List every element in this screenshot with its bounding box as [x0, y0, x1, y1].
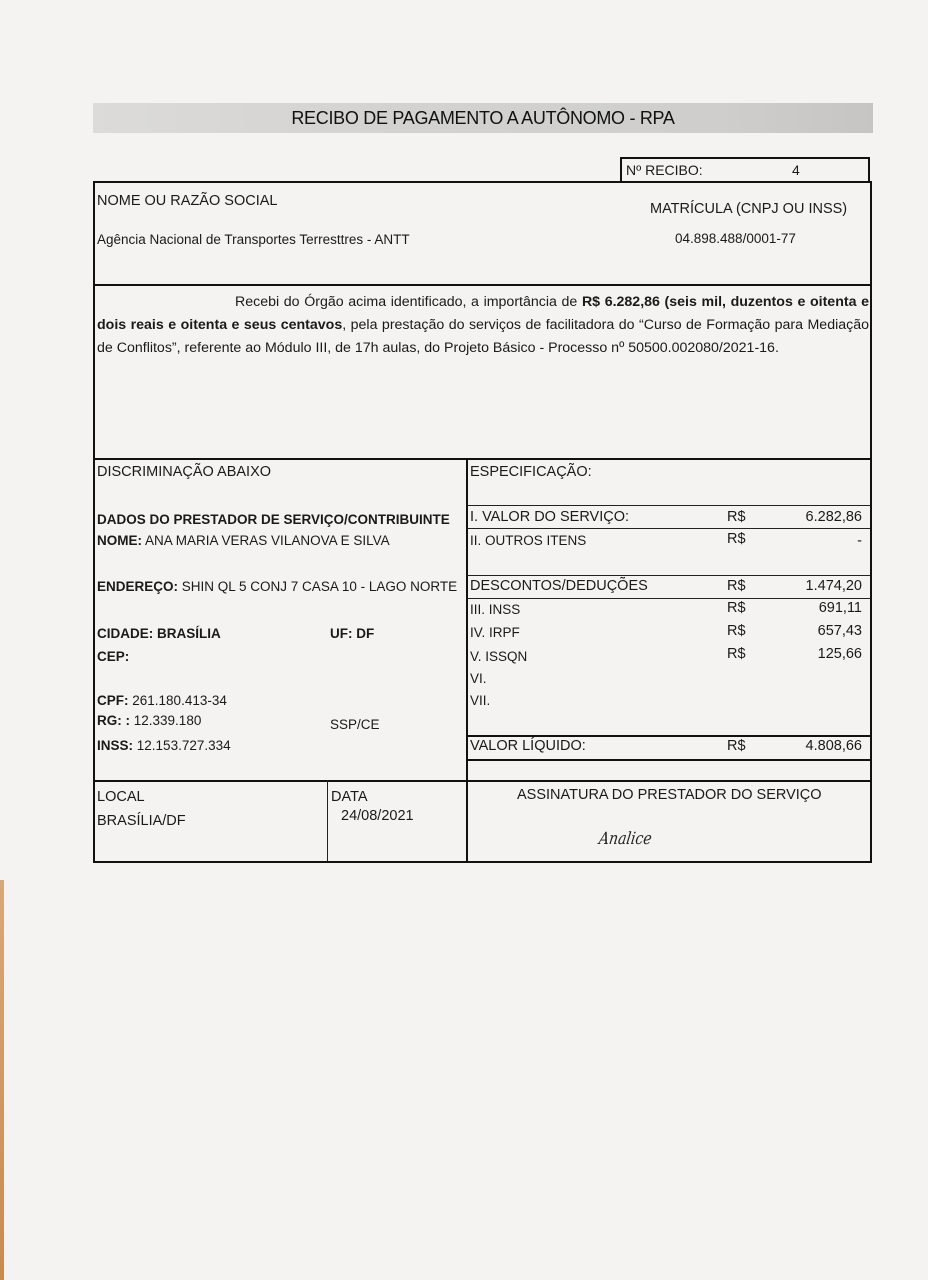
item-label-issqn: V. ISSQN — [470, 649, 528, 664]
divider-columns — [466, 458, 468, 861]
local-value: BRASÍLIA/DF — [97, 813, 186, 829]
divider-spec-4 — [467, 598, 870, 599]
provider-rg-issuer: SSP/CE — [330, 717, 380, 732]
net-value-label: VALOR LÍQUIDO: — [470, 738, 586, 754]
provider-inss: 12.153.727.334 — [136, 738, 231, 753]
discrimination-label: DISCRIMINAÇÃO ABAIXO — [97, 464, 272, 480]
deductions-currency: R$ — [727, 578, 746, 594]
provider-address-label: ENDEREÇO: — [97, 579, 179, 594]
item-label-inss: III. INSS — [470, 602, 521, 617]
payer-name: Agência Nacional de Transportes Terresttres - ANTT — [97, 232, 410, 247]
divider-footer-local — [327, 780, 328, 861]
statement-amount: R$ 6.282,86 (seis mil, duzentos e oitenta e dois reais e oitenta e seus centavos — [97, 294, 869, 333]
item-currency-issqn: R$ — [727, 646, 746, 662]
provider-name: ANA MARIA VERAS VILANOVA E SILVA — [145, 533, 390, 548]
other-items-currency: R$ — [727, 531, 746, 547]
divider-spec-5 — [467, 735, 870, 737]
item-currency-irpf: R$ — [727, 623, 746, 639]
date-value: 24/08/2021 — [341, 808, 414, 824]
deductions-value: 1.474,20 — [805, 578, 862, 594]
payer-registration-label: MATRÍCULA (CNPJ OU INSS) — [650, 201, 848, 217]
provider-rg-row — [97, 713, 201, 728]
provider-address: SHIN QL 5 CONJ 7 CASA 10 - LAGO NORTE — [181, 579, 458, 594]
net-value-currency: R$ — [727, 738, 746, 754]
divider-spec-3 — [467, 575, 870, 576]
divider-footer — [95, 780, 870, 782]
other-items-value: - — [857, 533, 862, 549]
receipt-number-value: 4 — [792, 162, 800, 178]
service-value-label: I. VALOR DO SERVIÇO: — [470, 509, 630, 525]
item-label-vii: VII. — [470, 693, 491, 708]
rpa-form — [93, 181, 872, 863]
item-currency-inss: R$ — [727, 600, 746, 616]
payer-registration: 04.898.488/0001-77 — [675, 231, 796, 246]
divider-spec-2 — [467, 528, 870, 529]
deductions-label: DESCONTOS/DEDUÇÕES — [470, 578, 648, 594]
service-value: 6.282,86 — [805, 509, 862, 525]
provider-cep-row — [97, 649, 129, 664]
item-value-inss: 691,11 — [818, 600, 862, 616]
provider-address-row — [97, 579, 457, 594]
provider-uf-label: UF: — [330, 626, 353, 641]
provider-city-label: CIDADE: — [97, 626, 154, 641]
date-label: DATA — [331, 789, 368, 805]
provider-cpf-row — [97, 693, 227, 708]
provider-uf-row — [330, 626, 374, 641]
provider-uf: DF — [356, 626, 375, 641]
provider-city-row — [97, 626, 221, 641]
signature: Analice — [597, 829, 653, 849]
statement-part2: , pela prestação do serviços de facilitadora do “Curso de Formação para Mediação de Conflitos”, referente ao Módulo III, de 17h aulas, do Projeto Básico - Processo nº 50500.002080/2021-16. — [97, 317, 869, 356]
provider-inss-label: INSS: — [97, 738, 134, 753]
provider-cpf-label: CPF: — [97, 693, 129, 708]
provider-header: DADOS DO PRESTADOR DE SERVIÇO/CONTRIBUINTE — [97, 512, 450, 527]
divider-spec-6 — [467, 759, 870, 761]
divider-spec-1 — [467, 505, 870, 506]
provider-city: BRASÍLIA — [157, 626, 221, 641]
document-title-bar — [93, 103, 873, 133]
receipt-number-box — [620, 157, 870, 181]
service-value-currency: R$ — [727, 509, 746, 525]
receipt-number-label: Nº RECIBO: — [626, 162, 703, 178]
net-value: 4.808,66 — [805, 738, 862, 754]
provider-cpf: 261.180.413-34 — [132, 693, 227, 708]
signature-label: ASSINATURA DO PRESTADOR DO SERVIÇO — [517, 787, 822, 803]
divider-payer — [95, 284, 870, 286]
payer-name-label: NOME OU RAZÃO SOCIAL — [97, 193, 278, 209]
statement-part1: Recebi do Órgão acima identificado, a importância de — [235, 294, 582, 310]
divider-statement — [95, 458, 870, 460]
provider-cep-label: CEP: — [97, 649, 130, 664]
provider-name-label: NOME: — [97, 533, 142, 548]
item-value-irpf: 657,43 — [817, 623, 862, 639]
provider-rg-label: RG: : — [97, 713, 130, 728]
other-items-label: II. OUTROS ITENS — [470, 533, 587, 548]
item-label-irpf: IV. IRPF — [470, 625, 520, 640]
item-label-vi: VI. — [470, 671, 487, 686]
provider-inss-row — [97, 738, 231, 753]
receipt-statement — [97, 291, 869, 360]
specification-header: ESPECIFICAÇÃO: — [470, 464, 592, 480]
scan-edge-artifact — [0, 880, 4, 1280]
item-value-issqn: 125,66 — [817, 646, 862, 662]
local-label: LOCAL — [97, 789, 145, 805]
document-title: RECIBO DE PAGAMENTO A AUTÔNOMO - RPA — [291, 107, 675, 128]
provider-rg: 12.339.180 — [133, 713, 202, 728]
provider-name-row — [97, 533, 390, 548]
